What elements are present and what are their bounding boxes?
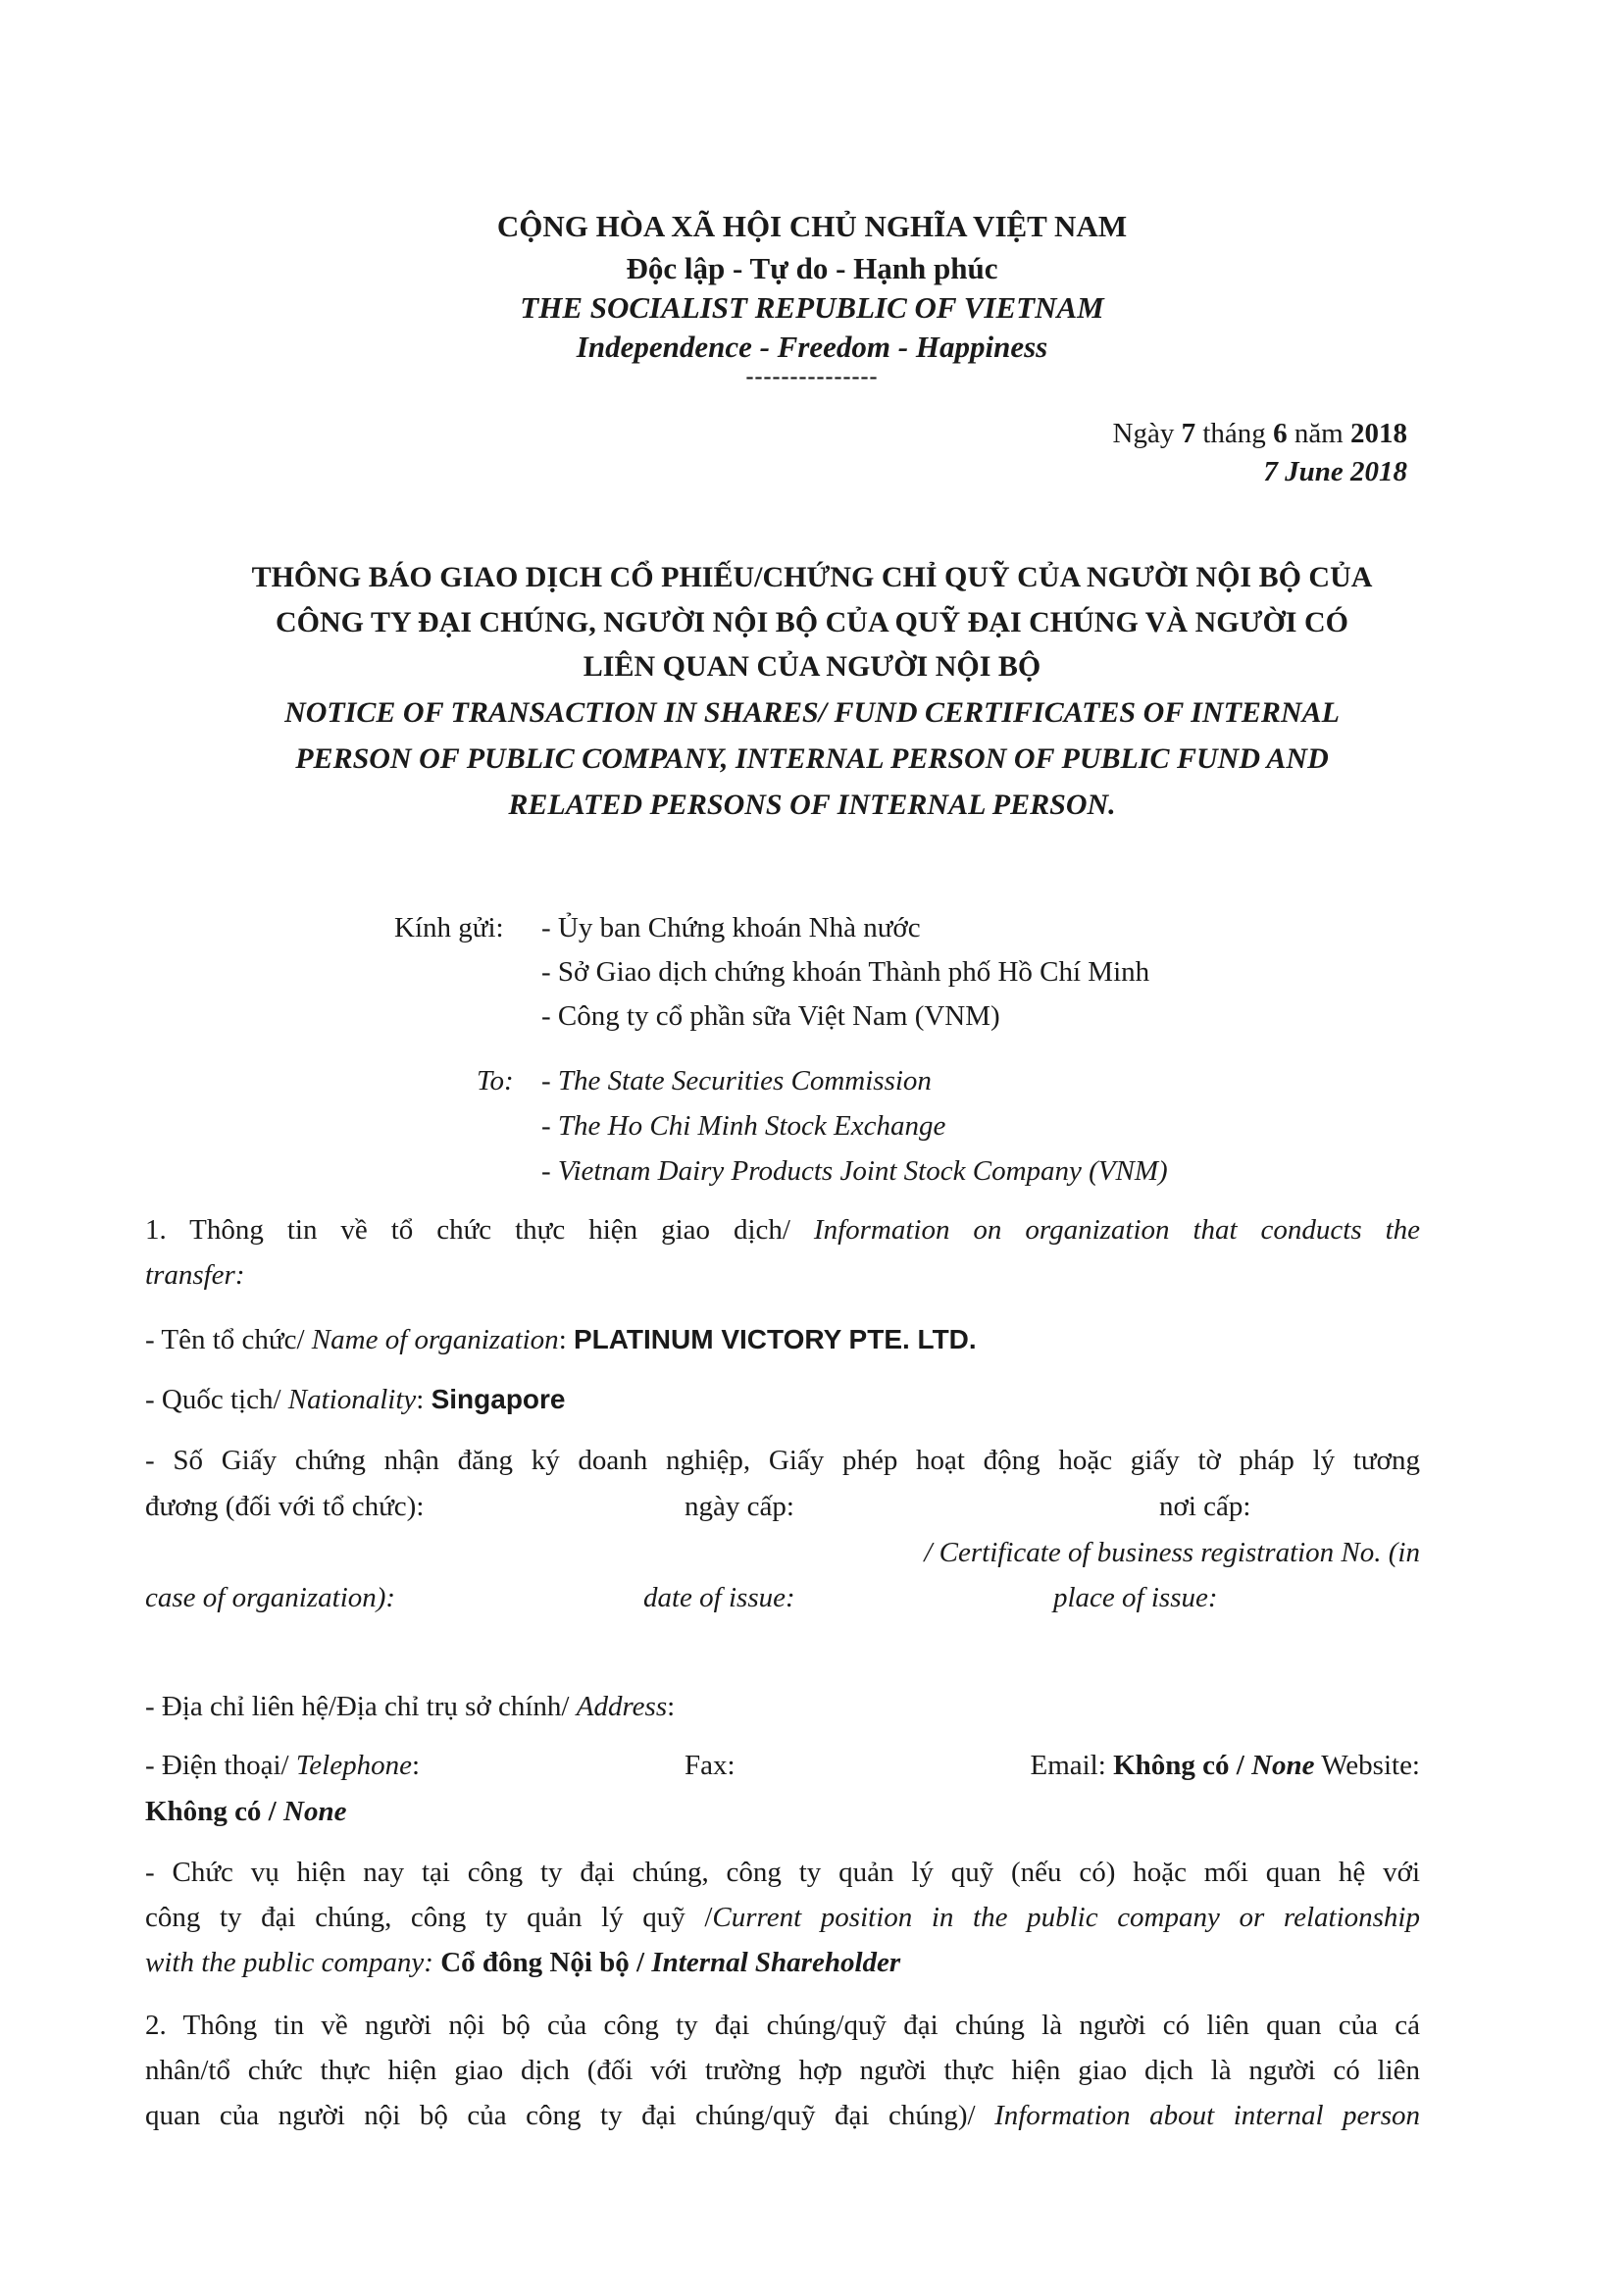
date-vn: Ngày 7 tháng 6 năm 2018 [1112,418,1407,449]
section2-line-2: nhân/tổ chức thực hiện giao dịch (đối với trường hợp người thực hiện giao dịch là người có liên [145,2055,1420,2086]
address-row: - Địa chỉ liên hệ/Địa chỉ trụ sở chính/ Address: [145,1691,676,1722]
nationality-value: Singapore [431,1384,566,1414]
title-vn-line-2: CÔNG TY ĐẠI CHÚNG, NGƯỜI NỘI BỘ CỦA QUỸ ĐẠI CHÚNG VÀ NGƯỜI CÓ [276,606,1348,638]
fax-label: Fax: [685,1750,736,1781]
position-line-2: công ty đại chúng, công ty quản lý quỹ /Current position in the public company or relationship [145,1902,1420,1933]
header-motto-en: Independence - Freedom - Happiness [576,330,1048,364]
position-line-1: - Chức vụ hiện nay tại công ty đại chúng, công ty quản lý quỹ (nếu có) hoặc mối quan hệ với [145,1857,1420,1888]
title-vn-line-1: THÔNG BÁO GIAO DỊCH CỔ PHIẾU/CHỨNG CHỈ QUỸ CỦA NGƯỜI NỘI BỘ CỦA [251,561,1373,593]
section1-heading: 1. Thông tin về tổ chức thực hiện giao dịch/ Information on organization that conducts the [145,1214,1420,1246]
recipient-vn-1: - Ủy ban Chứng khoán Nhà nước [541,912,921,943]
title-en-line-2: PERSON OF PUBLIC COMPANY, INTERNAL PERSON OF PUBLIC FUND AND [295,742,1329,775]
section2-line-3: quan của người nội bộ của công ty đại chúng/quỹ đại chúng)/ Information about internal person [145,2100,1421,2131]
recipient-en-3: - Vietnam Dairy Products Joint Stock Company (VNM) [541,1155,1168,1187]
date-en: 7 June 2018 [1263,456,1407,487]
recipients-label-en: To: [477,1065,514,1096]
registration-place-label-vn: nơi cấp: [1159,1491,1251,1522]
recipient-en-2: - The Ho Chi Minh Stock Exchange [541,1110,946,1142]
email-website-row: Email: Không có / None Website: [1030,1750,1420,1781]
section1-heading-cont: transfer: [145,1259,245,1291]
title-en-line-1: NOTICE OF TRANSACTION IN SHARES/ FUND CERTIFICATES OF INTERNAL [284,696,1340,729]
recipient-en-1: - The State Securities Commission [541,1065,932,1096]
position-value-en: Internal Shareholder [651,1947,901,1978]
position-line-3: with the public company: Cổ đông Nội bộ / Internal Shareholder [145,1947,901,1978]
header-country-en: THE SOCIALIST REPUBLIC OF VIETNAM [520,290,1104,325]
title-vn-line-3: LIÊN QUAN CỦA NGƯỜI NỘI BỘ [583,650,1041,683]
registration-en-line-2: case of organization): [145,1582,396,1613]
org-name-value: PLATINUM VICTORY PTE. LTD. [574,1324,977,1354]
recipients-label-vn: Kính gửi: [394,912,504,943]
header-motto-vn: Độc lập - Tự do - Hạnh phúc [626,251,998,285]
section2-line-1: 2. Thông tin về người nội bộ của công ty đại chúng/quỹ đại chúng là người có liên quan của cá [145,2010,1420,2041]
registration-line-2: đương (đối với tổ chức): [145,1491,425,1522]
registration-place-label-en: place of issue: [1053,1582,1218,1613]
header-divider: --------------- [745,364,879,389]
registration-line-1: - Số Giấy chứng nhận đăng ký doanh nghiệp, Giấy phép hoạt động hoặc giấy tờ pháp lý tương [145,1445,1420,1476]
website-value: Không có / None [145,1796,347,1827]
telephone-label: - Điện thoại/ Telephone: [145,1750,421,1781]
nationality-row: - Quốc tịch/ Nationality: Singapore [145,1384,566,1415]
recipient-vn-2: - Sở Giao dịch chứng khoán Thành phố Hồ Chí Minh [541,956,1150,988]
org-name-row: - Tên tổ chức/ Name of organization: PLATINUM VICTORY PTE. LTD. [145,1324,977,1355]
title-en-line-3: RELATED PERSONS OF INTERNAL PERSON. [508,789,1116,821]
registration-en-line-1: / Certificate of business registration No. (in [924,1537,1420,1568]
header-country-vn: CỘNG HÒA XÃ HỘI CHỦ NGHĨA VIỆT NAM [496,209,1128,243]
recipient-vn-3: - Công ty cổ phần sữa Việt Nam (VNM) [541,1000,1000,1032]
position-value-vn: Cổ đông Nội bộ / [440,1947,652,1978]
registration-date-label-en: date of issue: [643,1582,795,1613]
registration-date-label-vn: ngày cấp: [685,1491,794,1522]
